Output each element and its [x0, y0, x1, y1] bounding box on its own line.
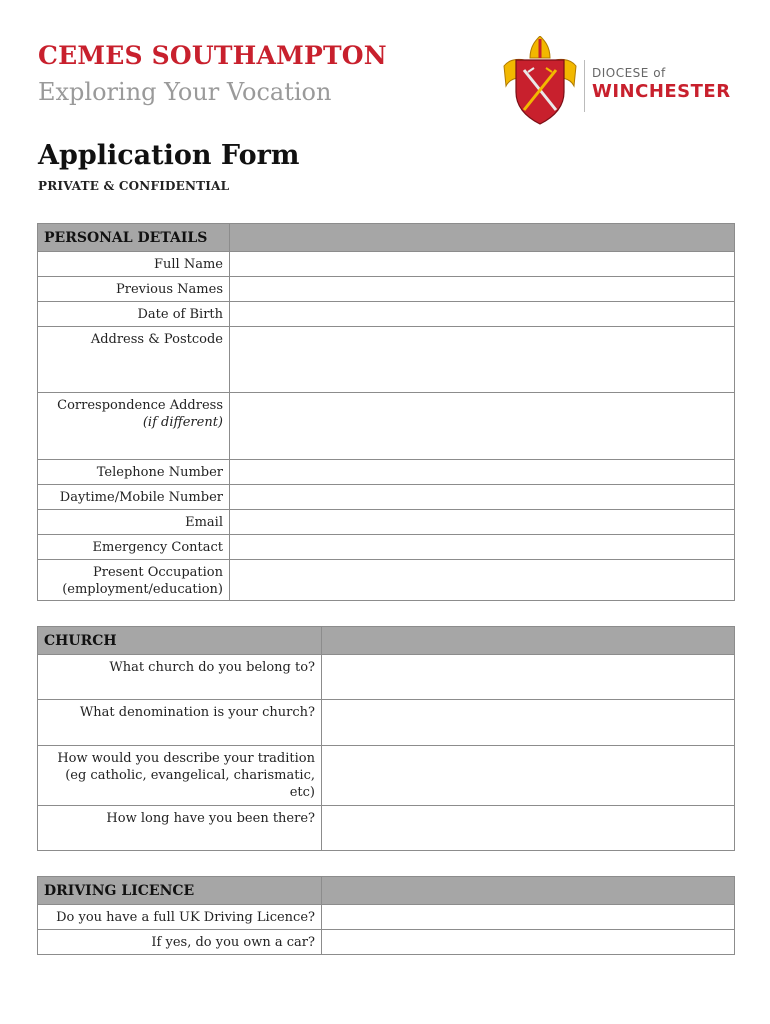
diocese-crest-icon — [500, 36, 580, 126]
church-q3-line2: (eg catholic, evangelical, charismatic, — [65, 768, 315, 783]
full-name-label: Full Name — [38, 252, 230, 277]
driving-q1-label: Do you have a full UK Driving Licence? — [38, 905, 322, 930]
confidential-label: PRIVATE & CONFIDENTIAL — [38, 179, 230, 193]
church-q4-field[interactable] — [322, 806, 735, 851]
correspondence-address-field[interactable] — [230, 393, 735, 460]
driving-licence-heading-fill — [322, 877, 735, 905]
logo-text — [592, 66, 731, 102]
dob-label: Date of Birth — [38, 302, 230, 327]
church-heading-fill — [322, 627, 735, 655]
correspondence-address-text: Correspondence Address — [57, 398, 223, 413]
address-field[interactable] — [230, 327, 735, 393]
church-q3-field[interactable] — [322, 746, 735, 806]
address-label: Address & Postcode — [38, 327, 230, 393]
correspondence-address-label — [38, 393, 230, 460]
church-q1-label: What church do you belong to? — [38, 655, 322, 700]
telephone-label: Telephone Number — [38, 460, 230, 485]
church-q2-field[interactable] — [322, 700, 735, 746]
form-title: Application Form — [38, 140, 300, 171]
driving-licence-table — [37, 876, 735, 955]
logo-line2: WINCHESTER — [592, 81, 731, 102]
church-table — [37, 626, 735, 851]
church-q4-label: How long have you been there? — [38, 806, 322, 851]
driving-q1-field[interactable] — [322, 905, 735, 930]
page-header — [38, 40, 387, 108]
church-q3-label — [38, 746, 322, 806]
correspondence-address-note: (if different) — [142, 415, 223, 430]
occupation-text: Present Occupation — [93, 565, 223, 580]
org-title: CEMES SOUTHAMPTON — [38, 41, 387, 70]
emergency-contact-field[interactable] — [230, 535, 735, 560]
personal-details-heading-fill — [230, 224, 735, 252]
full-name-field[interactable] — [230, 252, 735, 277]
driving-q2-label: If yes, do you own a car? — [38, 930, 322, 955]
previous-names-label: Previous Names — [38, 277, 230, 302]
mobile-label: Daytime/Mobile Number — [38, 485, 230, 510]
occupation-field[interactable] — [230, 560, 735, 601]
church-q3-line3: etc) — [289, 785, 315, 800]
emergency-contact-label: Emergency Contact — [38, 535, 230, 560]
mobile-field[interactable] — [230, 485, 735, 510]
church-heading: CHURCH — [38, 627, 322, 655]
email-label: Email — [38, 510, 230, 535]
email-field[interactable] — [230, 510, 735, 535]
church-q2-label: What denomination is your church? — [38, 700, 322, 746]
occupation-label — [38, 560, 230, 601]
personal-details-heading: PERSONAL DETAILS — [38, 224, 230, 252]
logo-line1: DIOCESE of — [592, 66, 666, 80]
dob-field[interactable] — [230, 302, 735, 327]
church-q1-field[interactable] — [322, 655, 735, 700]
subtitle: Exploring Your Vocation — [38, 78, 332, 106]
personal-details-table — [37, 223, 735, 601]
previous-names-field[interactable] — [230, 277, 735, 302]
telephone-field[interactable] — [230, 460, 735, 485]
logo-divider — [584, 60, 585, 112]
diocese-logo — [500, 36, 740, 126]
church-q3-line1: How would you describe your tradition — [57, 751, 315, 766]
occupation-note: (employment/education) — [62, 582, 223, 597]
driving-licence-heading: DRIVING LICENCE — [38, 877, 322, 905]
driving-q2-field[interactable] — [322, 930, 735, 955]
